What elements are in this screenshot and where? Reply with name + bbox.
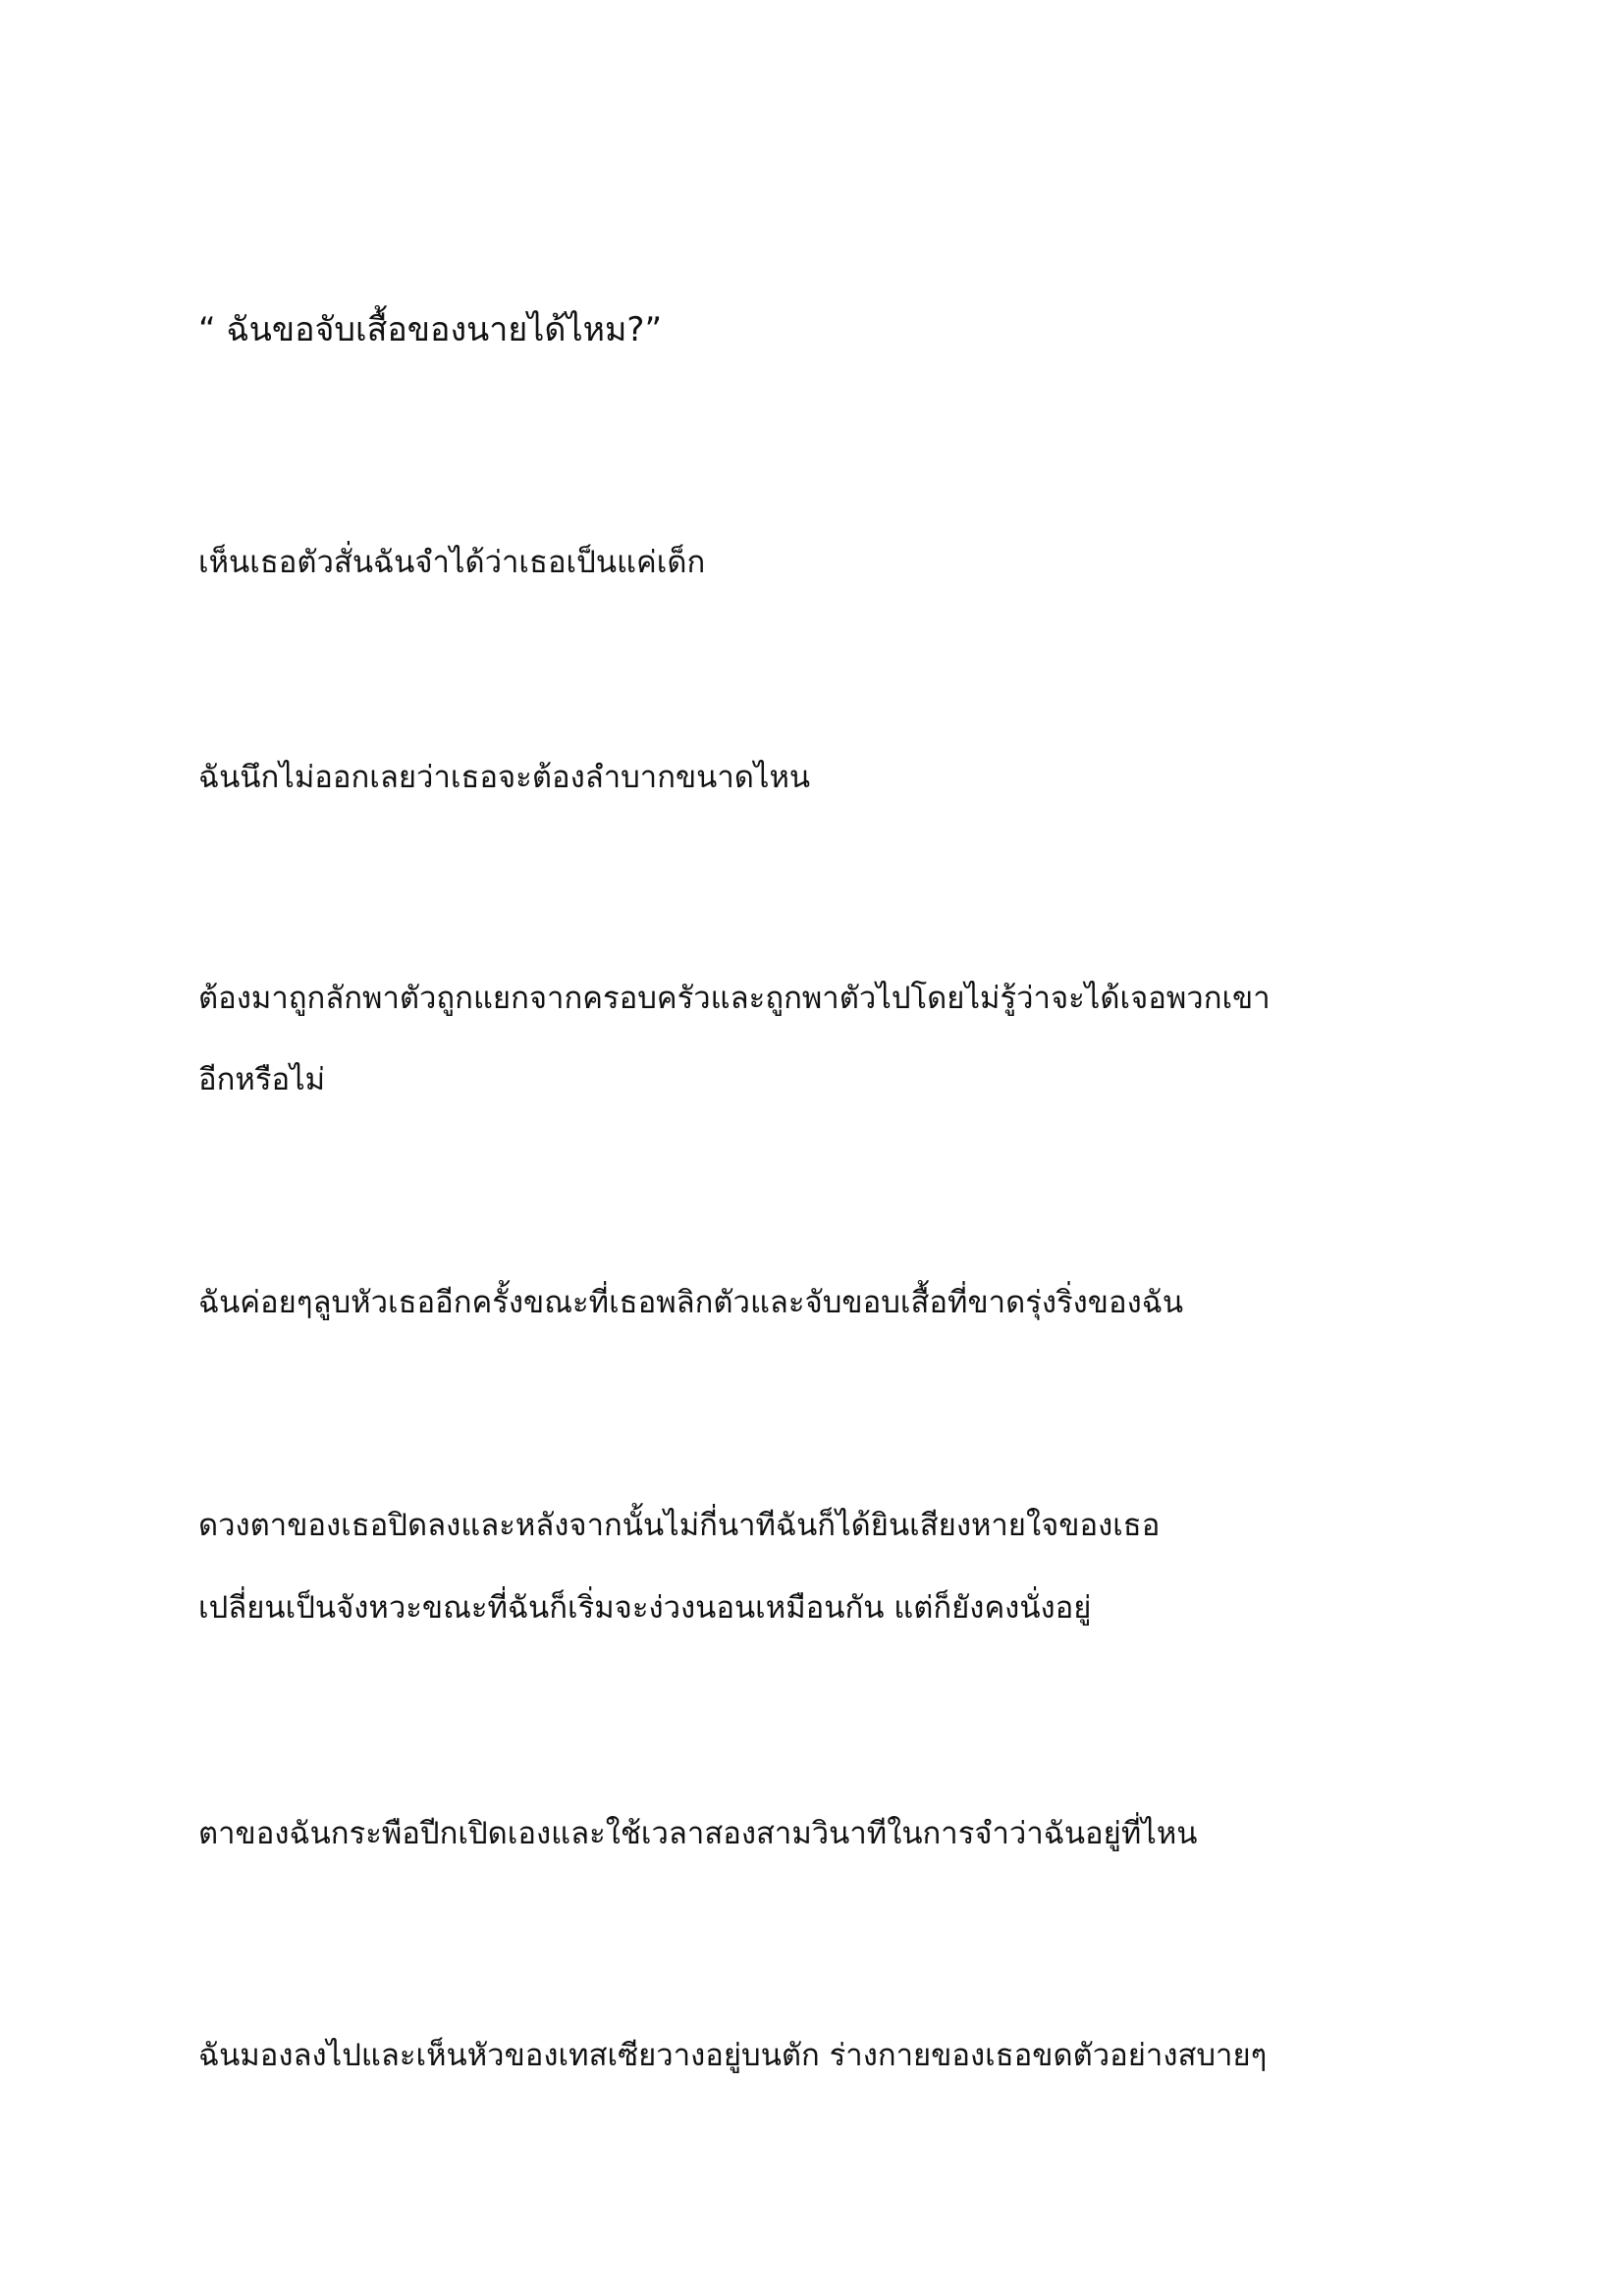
paragraph-6-line-1: ดวงตาของเธอปิดลงและหลังจากนั้นไม่กี่นาทีฉันก็ได้ยินเสียงหายใจของเธอ: [198, 1508, 1161, 1543]
paragraph-1-line-1: “ ฉันขอจับเสื้อของนายได้ไหม?”: [198, 310, 663, 349]
paragraph-4-line-2: อีกหรือไม่: [198, 1062, 326, 1097]
paragraph-4-line-1: ต้องมาถูกลักพาตัวถูกแยกจากครอบครัวและถูกพาตัวไปโดยไม่รู้ว่าจะได้เจอพวกเขา: [198, 981, 1271, 1016]
paragraph-8-line-1: ฉันมองลงไปและเห็นหัวของเทสเซียวางอยู่บนตัก ร่างกายของเธอขดตัวอย่างสบายๆ: [198, 2038, 1268, 2073]
paragraph-5-line-1: ฉันค่อยๆลูบหัวเธออีกครั้งขณะที่เธอพลิกตัวและจับขอบเสื้อที่ขาดรุ่งริ่งของฉัน: [198, 1285, 1184, 1320]
paragraph-3-line-1: ฉันนึกไม่ออกเลยว่าเธอจะต้องลำบากขนาดไหน: [198, 760, 811, 795]
paragraph-2-line-1: เห็นเธอตัวสั่นฉันจำได้ว่าเธอเป็นแค่เด็ก: [198, 545, 706, 580]
paragraph-7-line-1: ตาของฉันกระพือปีกเปิดเองและใช้เวลาสองสามวินาทีในการจำว่าฉันอยู่ที่ไหน: [198, 1816, 1198, 1851]
paragraph-6-line-2: เปลี่ยนเป็นจังหวะขณะที่ฉันก็เริ่มจะง่วงนอนเหมือนกัน แต่ก็ยังคงนั่งอยู่: [198, 1590, 1092, 1626]
